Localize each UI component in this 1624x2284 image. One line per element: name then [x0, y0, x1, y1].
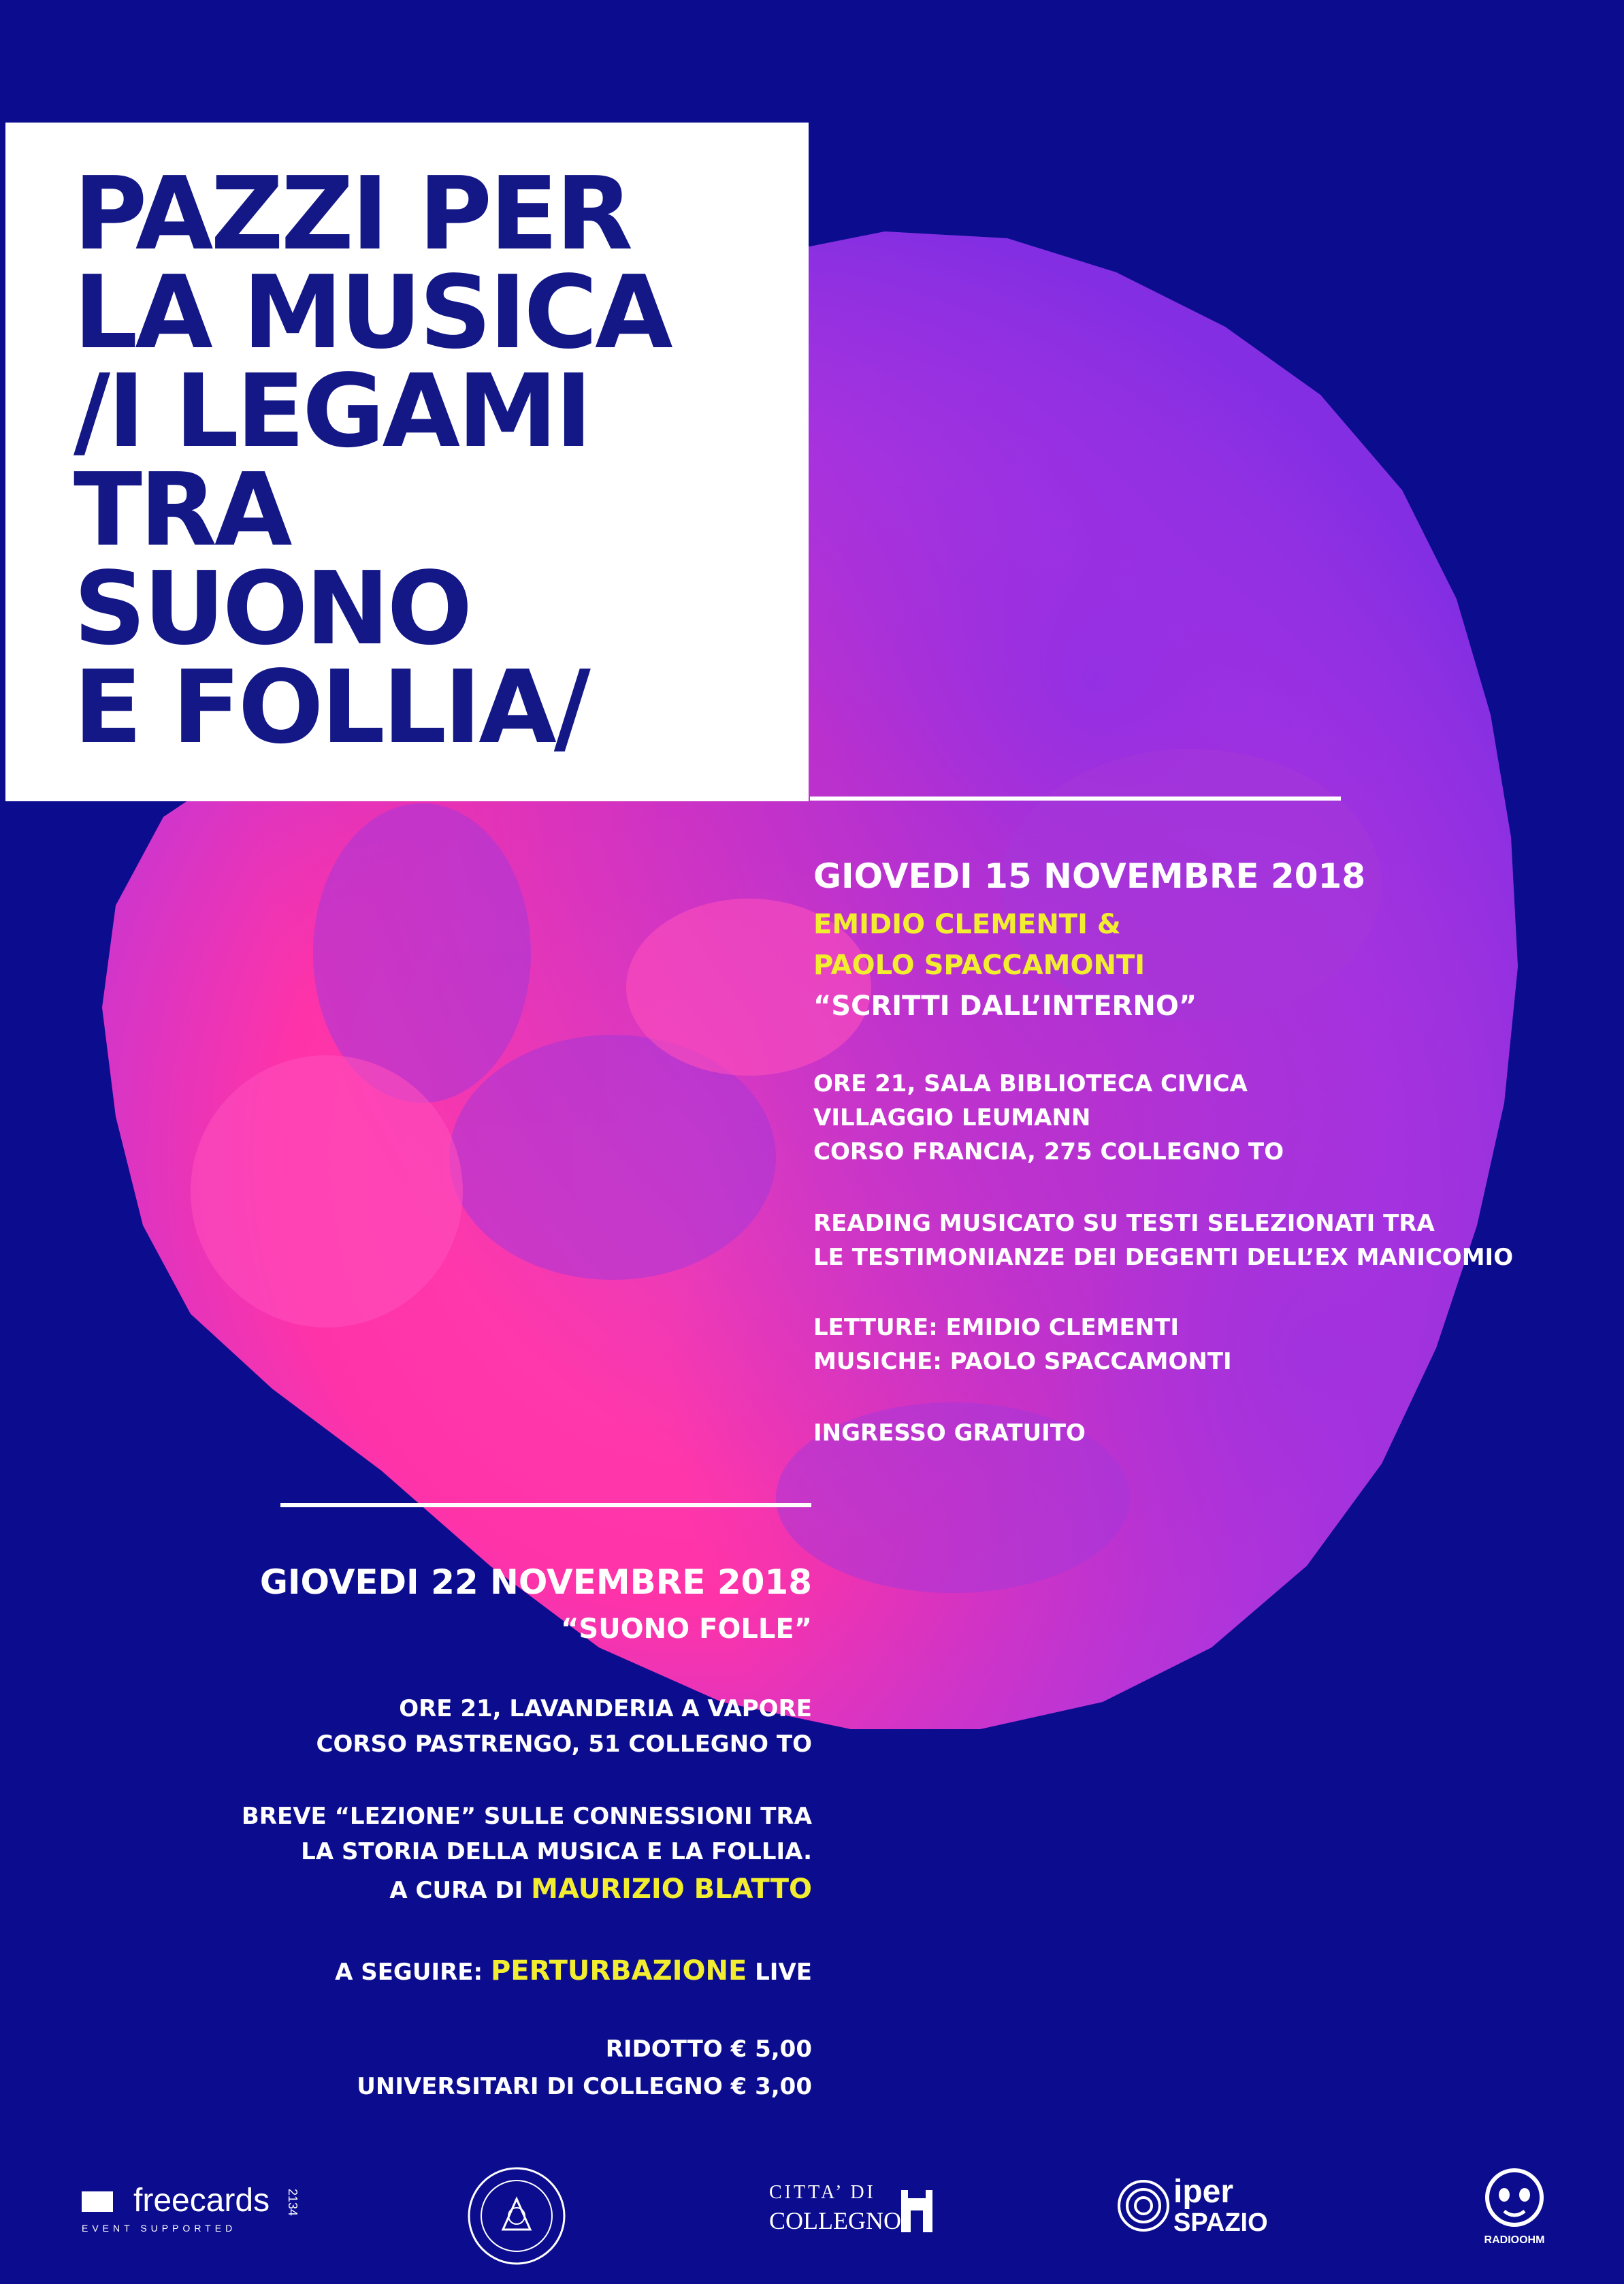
title-line-2: LA MUSICA — [74, 254, 670, 371]
event2-desc-line-1: BREVE “LEZIONE” SULLE CONNESSIONI TRA — [241, 1803, 812, 1830]
iperspazio-line-1: iper — [1173, 2174, 1234, 2210]
event1-show-title: “SCRITTI DALL’INTERNO” — [813, 991, 1197, 1022]
event1-desc-line-1: READING MUSICATO SU TESTI SELEZIONATI TRA — [813, 1210, 1435, 1237]
event2-venue-line-2: CORSO PASTRENGO, 51 COLLEGNO TO — [316, 1731, 812, 1758]
event1-credits-line-1: LETTURE: EMIDIO CLEMENTI — [813, 1314, 1180, 1341]
iperspazio-line-2: SPAZIO — [1173, 2208, 1268, 2237]
title-line-6: E FOLLIA/ — [74, 649, 588, 766]
event2-follow-suffix: LIVE — [747, 1959, 812, 1986]
university-seal-icon — [466, 2165, 568, 2267]
freecards-subtext: EVENT SUPPORTED — [82, 2223, 237, 2234]
divider-event-2 — [280, 1503, 811, 1507]
title-box — [5, 123, 809, 801]
event2-follow-name: PERTURBAZIONE — [490, 1955, 747, 1987]
citta-di-collegno-logo — [769, 2182, 939, 2257]
radio-face-icon — [1484, 2165, 1545, 2233]
event2-price-1: RIDOTTO € 5,00 — [605, 2036, 812, 2063]
freecards-number: 2134 — [286, 2189, 299, 2217]
event1-date: GIOVEDI 15 NOVEMBRE 2018 — [813, 856, 1366, 896]
citta-line-1: CITTA’ DI — [769, 2182, 876, 2203]
event2-date: GIOVEDI 22 NOVEMBRE 2018 — [259, 1562, 812, 1602]
event1-entry: INGRESSO GRATUITO — [813, 1419, 1086, 1447]
event1-artists-line-1: EMIDIO CLEMENTI & — [813, 909, 1121, 940]
event2-price-2: UNIVERSITARI DI COLLEGNO € 3,00 — [357, 2073, 812, 2100]
event2-show-title: “SUONO FOLLE” — [561, 1613, 812, 1645]
freecards-wordmark: freecards — [133, 2183, 270, 2219]
title-line-1: PAZZI PER — [74, 155, 631, 272]
event2-curator-name: MAURIZIO BLATTO — [531, 1873, 812, 1905]
iperspazio-spiral-icon — [1116, 2178, 1171, 2233]
radioohm-wordmark: RADIOOHM — [1484, 2234, 1545, 2246]
event1-venue-line-2: VILLAGGIO LEUMANN — [813, 1104, 1091, 1131]
event2-desc-line-2: LA STORIA DELLA MUSICA E LA FOLLIA. — [301, 1838, 812, 1865]
freecards-logo — [82, 2182, 313, 2243]
iperspazio-logo — [1116, 2173, 1268, 2248]
event2-follow — [335, 1955, 812, 1987]
event1-credits-line-2: MUSICHE: PAOLO SPACCAMONTI — [813, 1348, 1232, 1375]
citta-line-2: COLLEGNO — [769, 2207, 901, 2234]
event1-artists-line-2: PAOLO SPACCAMONTI — [813, 950, 1146, 981]
freecards-card-icon — [82, 2191, 113, 2212]
title-line-5: SUONO — [74, 550, 470, 667]
event2-curator-prefix: A CURA DI — [389, 1877, 532, 1904]
title-line-4: TRA — [74, 451, 290, 568]
city-gate-icon — [898, 2187, 935, 2235]
event2-venue-line-1: ORE 21, LAVANDERIA A VAPORE — [399, 1695, 812, 1722]
event2-curator — [389, 1873, 812, 1905]
event2-follow-prefix: A SEGUIRE: — [335, 1959, 491, 1986]
title-line-3: /I LEGAMI — [74, 353, 590, 470]
event1-venue-line-3: CORSO FRANCIA, 275 COLLEGNO TO — [813, 1138, 1284, 1165]
event1-venue-line-1: ORE 21, SALA BIBLIOTECA CIVICA — [813, 1070, 1248, 1097]
divider-event-1 — [810, 797, 1341, 801]
radioohm-logo — [1470, 2165, 1559, 2253]
event1-desc-line-2: LE TESTIMONIANZE DEI DEGENTI DELL’EX MANICOMIO — [813, 1244, 1514, 1271]
